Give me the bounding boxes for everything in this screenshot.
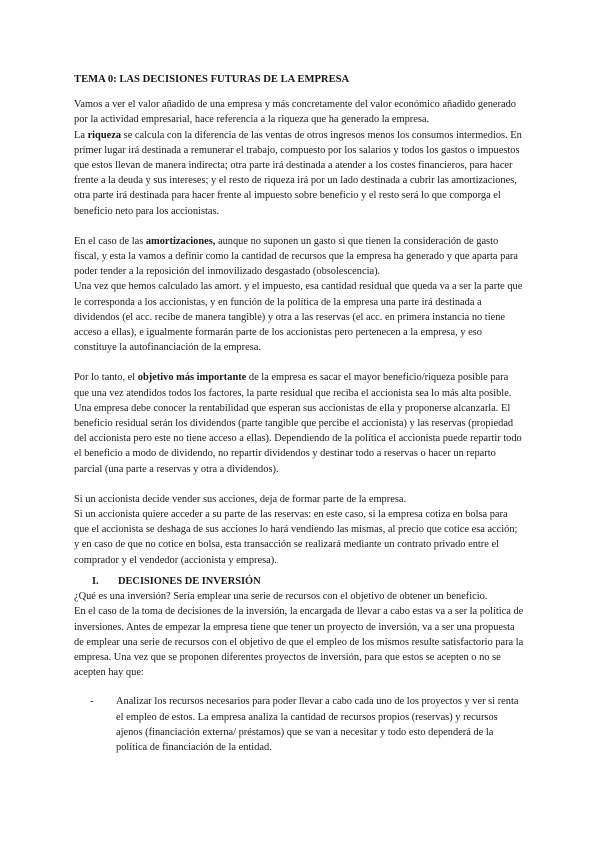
bold-term-objetivo: objetivo más importante (137, 372, 247, 384)
text-segment: se calcula con la diferencia de las ventas de otros ingresos menos los consumos intermedios. En primer lugar irá destinada a remunerar el trabajo, compuesto por los salarios y todos los gastos o impuestos que estos llevan de manera indirecta; otra parte irá destinada a atender a los costes financieros, para hacer frente a la deuda y sus intereses; y el resto de riqueza irá por un lado destinada a cubrir las amortizaciones, otra parte irá destinada para hacer frente al impuesto sobre beneficio y el resto será lo que comporga el beneficio neto para los accionistas. (74, 129, 522, 217)
spacer (74, 355, 524, 370)
paragraph-que-es-inversion: ¿Qué es una inversión? Sería emplear una serie de recursos con el objetivo de obtener un beneficio. (74, 591, 488, 603)
list-item (74, 694, 524, 755)
paragraph-toma-decisiones: En el caso de la toma de decisiones de la inversión, la encargada de llevar a cabo estas va a ser la política de inversiones. Antes de empezar la empresa tiene que tener un proyecto de inversión, va a ser una propuesta de emplear una serie de recursos con el objetivo de que el empleo de los mismos resulte satisfactorio para la empresa. Una vez que se proponen diferentes proyectos de inversión, para que estos se acepten o no se acepten hay que: (74, 606, 524, 679)
text-segment: La (74, 129, 88, 141)
text-segment: de la empresa es sacar el mayor beneficio/riqueza posible para que una vez atendidos todos los factores, la parte residual que reciba el accionista sea lo más alta posible. Una empresa debe conocer la rentabilidad que esperan sus accionistas de ella y proponerse alcanzarla. El beneficio residual serán los dividendos (parte tangible que percibe el accionista) y las reservas (propiedad del accionista pero este no tiene acceso a ellas). Dependiendo de la política el accionista puede repartir todo el beneficio a modo de dividendo, no repartir dividendos y destinar todo a reservas o hacer un reparto parcial (una parte a reservas y otra a dividendos). (74, 372, 522, 475)
bold-term-riqueza: riqueza (87, 129, 122, 141)
paragraph-reservas-acceso: Si un accionista quiere acceder a su parte de las reservas: en este caso, si la empresa cotiza en bolsa para que el accionista se deshaga de sus acciones lo hará vendiendo las mismas, al precio que cotice esa acción; y en caso de que no cotice en bolsa, esta transacción se realizará mediante un contrato privado entre el comprador y el vendedor (accionista y empresa). (74, 509, 518, 566)
section-heading (92, 574, 524, 589)
spacer (74, 219, 524, 234)
paragraph-amortizaciones (74, 234, 524, 280)
paragraph-residual: Una vez que hemos calculado las amort. y el impuesto, esa cantidad residual que queda va a ser la parte que le corresponda a los accionistas, y en función de la política de la empresa una parte irá destinada a dividendos (el acc. recibe de manera tangible) y otra a las reservas (el acc. en primera instancia no tiene acceso a ellas), e igualmente formarán parte de los accionistas pero pertenecen a la empresa, y eso constituye la autofinanciación de la empresa. (74, 281, 523, 354)
text-segment: En el caso de las (74, 235, 146, 247)
section-number: I. (92, 575, 99, 587)
paragraph-riqueza (74, 128, 524, 219)
bold-term-amortizaciones: amortizaciones, (145, 235, 216, 247)
spacer (74, 477, 524, 492)
list-item-text: Analizar los recursos necesarios para poder llevar a cabo cada uno de los proyectos y ver si renta el empleo de estos. La empresa analiza la cantidad de recursos propios (reservas) y recursos ajenos (financiación externa/ préstamos) que se van a necesitar y todo esto dependerá de la política de financiación de la entidad. (116, 696, 519, 753)
paragraph-objetivo (74, 370, 524, 476)
document-title: TEMA 0: LAS DECISIONES FUTURAS DE LA EMPRESA (74, 74, 350, 85)
text-segment: Por lo tanto, el (74, 372, 138, 384)
section-title: DECISIONES DE INVERSIÓN (118, 575, 261, 587)
paragraph-vender-acciones: Si un accionista decide vender sus acciones, deja de formar parte de la empresa. (74, 493, 407, 505)
paragraph-intro: Vamos a ver el valor añadido de una empresa y más concretamente del valor económico añadido generado por la actividad empresarial, hace referencia a la riqueza que ha generado la empresa. (74, 99, 516, 126)
bullet-marker: - (90, 696, 94, 708)
text-segment: aunque no suponen un gasto si que tienen la consideración de gasto fiscal, y esta la vamos a definir como la cantidad de recursos que la empresa ha generado y que aparta para poder tender a la reposición del inmovilizado desgastado (obsolescencia). (74, 235, 519, 278)
